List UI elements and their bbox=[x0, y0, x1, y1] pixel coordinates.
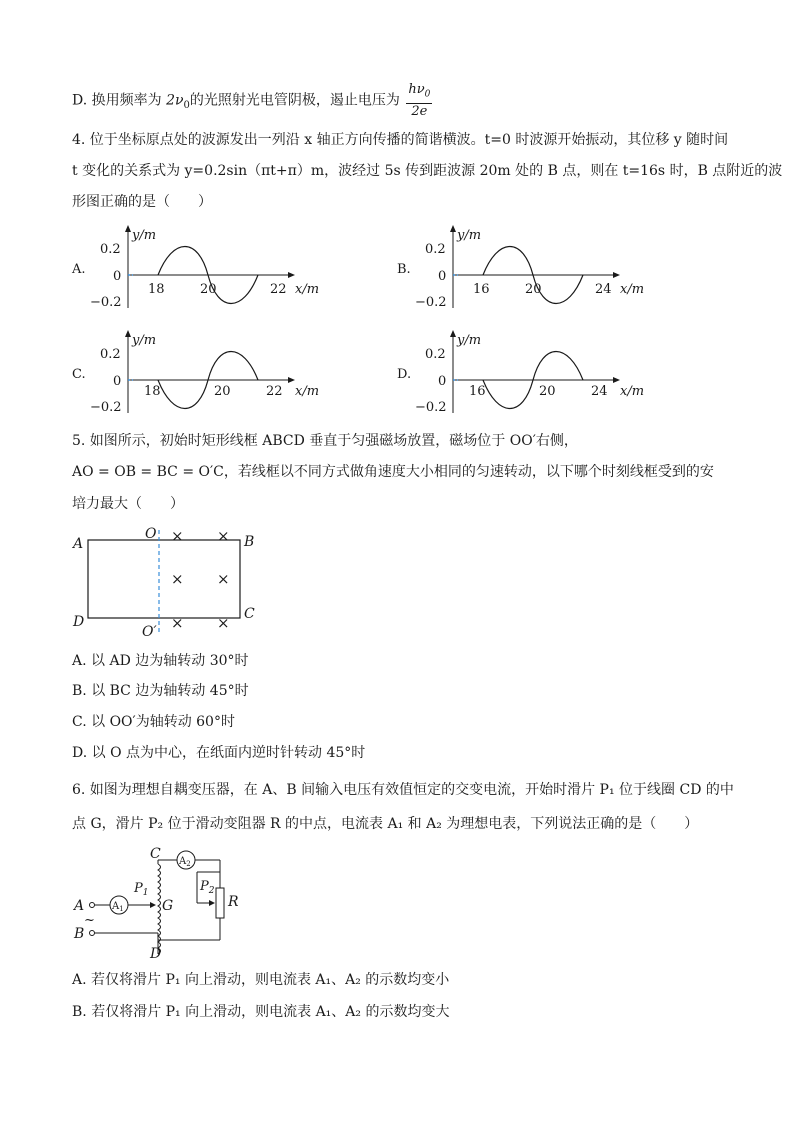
y-tick-zero: 0 bbox=[113, 374, 122, 389]
label-b: B bbox=[244, 534, 255, 550]
q3d-freq: 2ν bbox=[166, 92, 184, 109]
q5-option-b: B. 以 BC 边为轴转动 45°时 bbox=[72, 683, 249, 699]
x-label: x/m bbox=[295, 282, 320, 297]
p2-sub: 2 bbox=[208, 886, 215, 896]
y-tick-bottom: −0.2 bbox=[90, 400, 122, 415]
q6-option-b: B. 若仅将滑片 P₁ 向上滑动，则电流表 A₁、A₂ 的示数均变大 bbox=[72, 1004, 450, 1020]
y-axis-arrow bbox=[450, 330, 456, 337]
label-c: C bbox=[150, 846, 161, 862]
slider-p2-arrow bbox=[209, 900, 215, 906]
slider-p2-label bbox=[199, 879, 215, 896]
field-cross: × bbox=[217, 527, 230, 545]
field-cross: × bbox=[217, 570, 230, 588]
label-r: R bbox=[228, 894, 239, 910]
x-label: x/m bbox=[295, 384, 320, 399]
y-tick-zero: 0 bbox=[438, 269, 447, 284]
q3d-mid: 的光照射光电管阴极，遏止电压为 bbox=[189, 92, 400, 109]
q4-option-d-label: D. bbox=[397, 367, 412, 382]
y-tick-zero: 0 bbox=[113, 269, 122, 284]
label-d: D bbox=[73, 614, 85, 630]
y-label: y/m bbox=[132, 333, 157, 348]
q4-graph-d bbox=[415, 327, 655, 419]
x-tick-1: 18 bbox=[144, 384, 161, 399]
x-tick-3: 24 bbox=[591, 384, 608, 399]
q3d-freq-sub: 0 bbox=[183, 100, 190, 112]
q5-loop-figure bbox=[70, 524, 270, 644]
q5-option-d: D. 以 O 点为中心，在纸面内逆时针转动 45°时 bbox=[72, 745, 366, 761]
q6-option-a: A. 若仅将滑片 P₁ 向上滑动，则电流表 A₁、A₂ 的示数均变小 bbox=[72, 972, 450, 988]
a2-letter: A bbox=[179, 856, 187, 867]
x-tick-2: 20 bbox=[539, 384, 556, 399]
q5-line-1: 5. 如图所示，初始时矩形线框 ABCD 垂直于匀强磁场放置，磁场位于 OO′右侧， bbox=[72, 433, 578, 449]
y-tick-bottom: −0.2 bbox=[415, 400, 447, 415]
terminal-a bbox=[90, 903, 95, 908]
y-tick-zero: 0 bbox=[438, 374, 447, 389]
q4-line-1: 4. 位于坐标原点处的波源发出一列沿 x 轴正方向传播的简谐横波。t=0 时波源开始振动，其位移 y 随时间 bbox=[72, 132, 729, 148]
y-axis-arrow bbox=[125, 330, 131, 337]
x-tick-2: 20 bbox=[214, 384, 231, 399]
label-c: C bbox=[244, 606, 255, 622]
field-cross: × bbox=[171, 614, 184, 632]
q3d-frac-num-sub: 0 bbox=[424, 89, 431, 100]
label-o-prime: O′ bbox=[142, 624, 157, 640]
label-a: A bbox=[73, 536, 84, 552]
y-label: y/m bbox=[132, 228, 157, 243]
q4-line-2: t 变化的关系式为 y=0.2sin（πt+π）m，波经过 5s 传到距波源 20m 处的 B 点，则在 t=16s 时，B 点附近的波 bbox=[72, 163, 783, 179]
q3d-pre: D. 换用频率为 bbox=[72, 92, 167, 109]
q6-transformer-figure bbox=[70, 842, 250, 962]
q3d-frac-num: hν bbox=[408, 82, 425, 97]
x-label: x/m bbox=[620, 384, 645, 399]
x-axis-arrow bbox=[613, 272, 620, 278]
label-a: A bbox=[74, 898, 85, 914]
x-tick-1: 16 bbox=[473, 282, 490, 297]
label-g: G bbox=[162, 898, 174, 914]
ac-symbol: ~ bbox=[84, 913, 95, 928]
x-axis-arrow bbox=[288, 272, 295, 278]
q4-option-b-label: B. bbox=[397, 262, 411, 277]
a1-sub: 1 bbox=[119, 905, 124, 913]
q4-graph-b bbox=[415, 222, 655, 314]
q6-line-2: 点 G，滑片 P₂ 位于滑动变阻器 R 的中点，电流表 A₁ 和 A₂ 为理想电表，下列说法正确的是（ ） bbox=[72, 816, 699, 832]
field-cross: × bbox=[217, 614, 230, 632]
p1-letter: P bbox=[134, 881, 143, 896]
x-tick-3: 22 bbox=[266, 384, 283, 399]
y-tick-top: 0.2 bbox=[425, 347, 446, 362]
x-tick-1: 16 bbox=[469, 384, 486, 399]
p2-letter: P bbox=[200, 879, 209, 894]
slider-p1-label bbox=[133, 881, 148, 898]
y-axis-arrow bbox=[125, 225, 131, 232]
label-b: B bbox=[74, 926, 85, 942]
q3d-fraction bbox=[406, 82, 432, 119]
x-tick-1: 18 bbox=[148, 282, 165, 297]
field-cross: × bbox=[171, 570, 184, 588]
label-o: O bbox=[145, 526, 157, 542]
q4-graph-a bbox=[90, 222, 330, 314]
q4-option-a-label: A. bbox=[72, 262, 86, 277]
x-tick-2: 20 bbox=[200, 282, 217, 297]
y-tick-bottom: −0.2 bbox=[415, 295, 447, 310]
x-tick-3: 22 bbox=[270, 282, 287, 297]
q5-option-c: C. 以 OO′为轴转动 60°时 bbox=[72, 714, 235, 730]
q3d-frac-den: 2e bbox=[411, 103, 428, 119]
slider-p1-arrow bbox=[150, 902, 156, 908]
x-label: x/m bbox=[620, 282, 645, 297]
q6-line-1: 6. 如图为理想自耦变压器，在 A、B 间输入电压有效值恒定的交变电流，开始时滑片 P₁ 位于线圈 CD 的中 bbox=[72, 782, 734, 798]
y-label: y/m bbox=[457, 228, 482, 243]
q4-option-c-label: C. bbox=[72, 367, 86, 382]
y-tick-top: 0.2 bbox=[100, 242, 121, 257]
terminal-b bbox=[90, 931, 95, 936]
q4-graph-c bbox=[90, 327, 330, 419]
p1-sub: 1 bbox=[142, 888, 149, 898]
y-tick-top: 0.2 bbox=[425, 242, 446, 257]
x-axis-arrow bbox=[288, 377, 295, 383]
a1-letter: A bbox=[112, 901, 120, 912]
a2-sub: 2 bbox=[186, 860, 191, 868]
field-cross: × bbox=[171, 527, 184, 545]
y-tick-top: 0.2 bbox=[100, 347, 121, 362]
x-axis-arrow bbox=[613, 377, 620, 383]
q5-line-2: AO = OB = BC = O′C，若线框以不同方式做角速度大小相同的匀速转动，以下哪个时刻线框受到的安 bbox=[72, 464, 714, 480]
y-axis-arrow bbox=[450, 225, 456, 232]
q5-option-a: A. 以 AD 边为轴转动 30°时 bbox=[72, 653, 249, 669]
x-tick-2: 20 bbox=[525, 282, 542, 297]
q4-line-3: 形图正确的是（ ） bbox=[72, 194, 212, 210]
q3-option-d bbox=[72, 82, 432, 119]
label-d: D bbox=[150, 946, 162, 962]
y-tick-bottom: −0.2 bbox=[90, 295, 122, 310]
y-label: y/m bbox=[457, 333, 482, 348]
rheostat-r bbox=[216, 888, 224, 918]
q5-line-3: 培力最大（ ） bbox=[72, 496, 184, 512]
x-tick-3: 24 bbox=[595, 282, 612, 297]
